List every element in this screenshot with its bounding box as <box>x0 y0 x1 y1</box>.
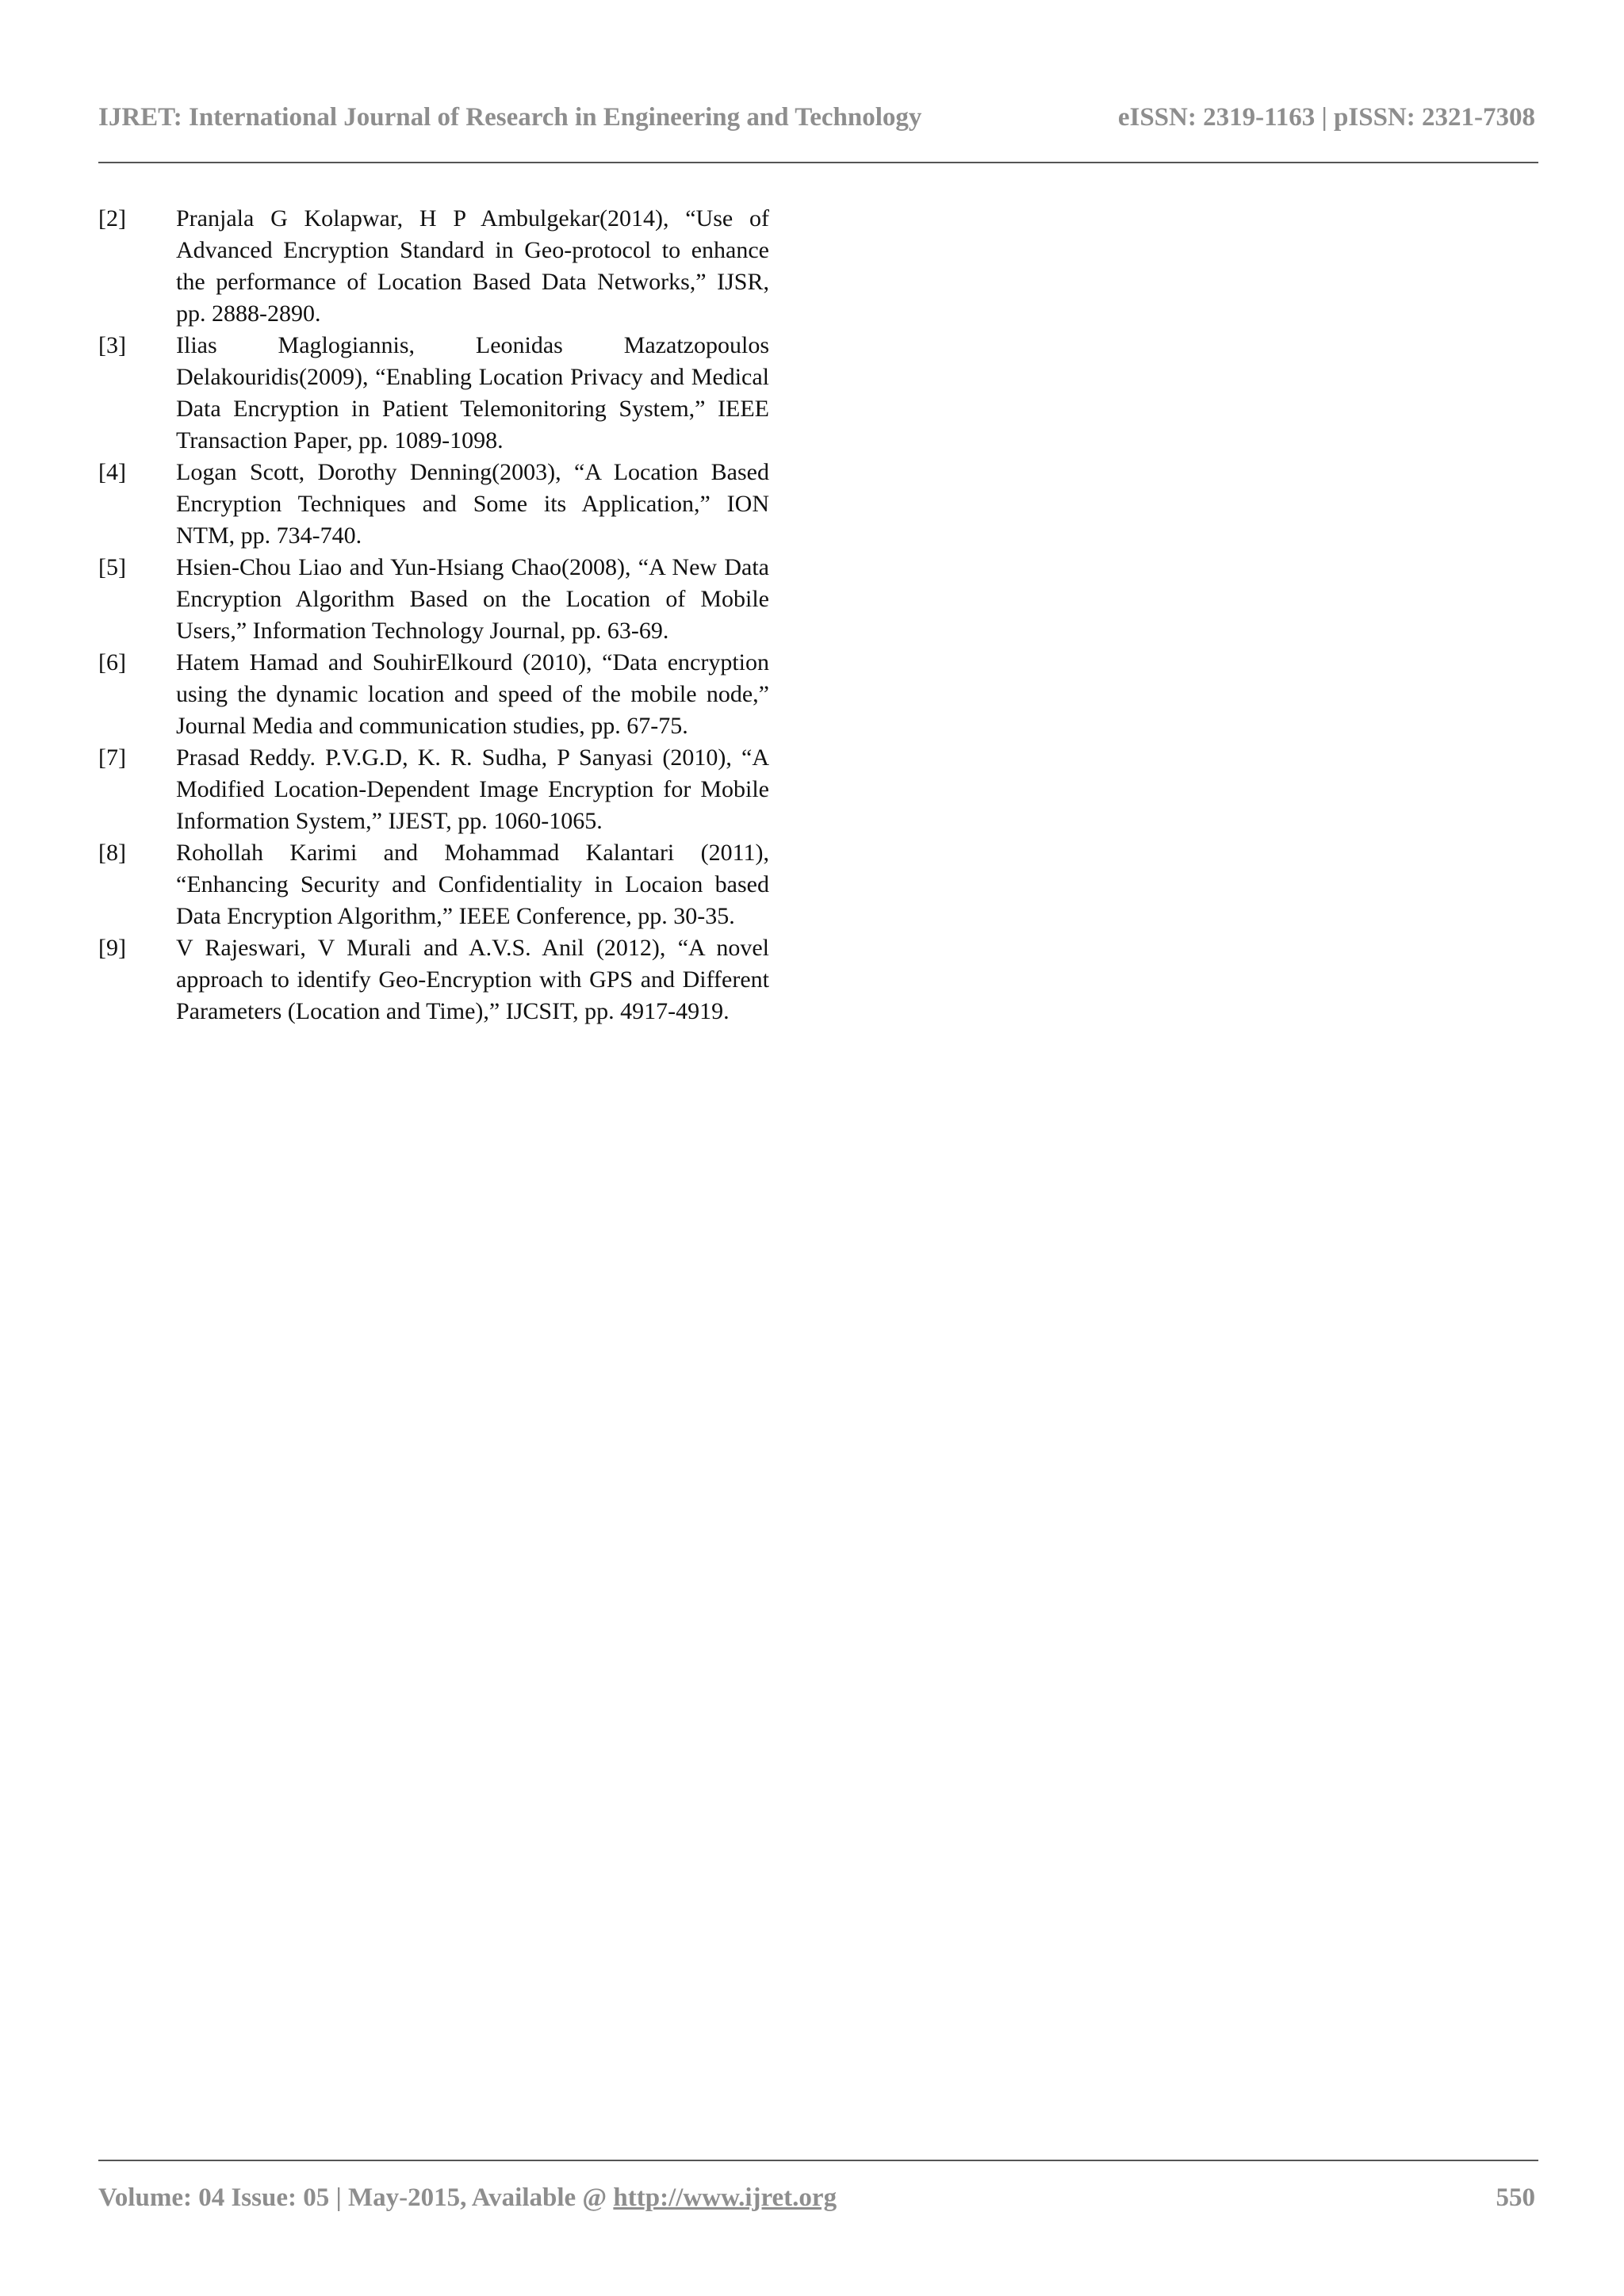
reference-item <box>98 742 769 837</box>
reference-item <box>98 457 769 552</box>
reference-number: [2] <box>98 205 126 232</box>
reference-number: [6] <box>98 649 126 675</box>
journal-title: IJRET: International Journal of Research in Engineering and Technology <box>98 102 922 132</box>
reference-text: Hatem Hamad and SouhirElkourd (2010), “Data encryption using the dynamic location and speed of the mobile node,” Journal Media and communication studies, pp. 67-75. <box>176 649 769 739</box>
reference-number: [7] <box>98 744 126 771</box>
reference-number: [5] <box>98 554 126 580</box>
page-footer <box>98 2179 1535 2217</box>
reference-item <box>98 837 769 932</box>
reference-text: Pranjala G Kolapwar, H P Ambulgekar(2014), “Use of Advanced Encryption Standard in Geo-protocol to enhance the performance of Location Based Data Networks,” IJSR, pp. 2888-2890. <box>176 205 769 327</box>
reference-number: [4] <box>98 459 126 485</box>
reference-list <box>98 203 769 1027</box>
reference-text: Logan Scott, Dorothy Denning(2003), “A Location Based Encryption Techniques and Some its Application,” ION NTM, pp. 734-740. <box>176 459 769 549</box>
reference-number: [9] <box>98 935 126 961</box>
reference-text: Rohollah Karimi and Mohammad Kalantari (2011), “Enhancing Security and Confidentiality in Locaion based Data Encryption Algorithm,” IEEE Conference, pp. 30-35. <box>176 840 769 929</box>
footer-divider <box>98 2160 1538 2161</box>
reference-item <box>98 330 769 457</box>
reference-item <box>98 203 769 330</box>
issn-numbers: eISSN: 2319-1163 | pISSN: 2321-7308 <box>1117 102 1535 132</box>
volume-info <box>98 2183 837 2213</box>
reference-text: Ilias Maglogiannis, Leonidas Mazatzopoulos Delakouridis(2009), “Enabling Location Privacy and Medical Data Encryption in Patient Telemonitoring System,” IEEE Transaction Paper, pp. 1089-1098. <box>176 332 769 453</box>
reference-number: [8] <box>98 840 126 866</box>
reference-text: Hsien-Chou Liao and Yun-Hsiang Chao(2008), “A New Data Encryption Algorithm Based on the Location of Mobile Users,” Information Technology Journal, pp. 63-69. <box>176 554 769 644</box>
reference-item <box>98 932 769 1027</box>
volume-text: Volume: 04 Issue: 05 | May-2015, Available @ <box>98 2183 614 2212</box>
reference-item <box>98 647 769 742</box>
reference-item <box>98 552 769 647</box>
journal-link[interactable]: http://www.ijret.org <box>613 2183 837 2212</box>
reference-text: Prasad Reddy. P.V.G.D, K. R. Sudha, P Sanyasi (2010), “A Modified Location-Dependent Image Encryption for Mobile Information System,” IJEST, pp. 1060-1065. <box>176 744 769 834</box>
reference-text: V Rajeswari, V Murali and A.V.S. Anil (2012), “A novel approach to identify Geo-Encryption with GPS and Different Parameters (Location and Time),” IJCSIT, pp. 4917-4919. <box>176 935 769 1024</box>
page-number: 550 <box>1496 2183 1535 2212</box>
page-header <box>98 98 1535 136</box>
reference-number: [3] <box>98 332 126 358</box>
header-divider <box>98 162 1538 163</box>
